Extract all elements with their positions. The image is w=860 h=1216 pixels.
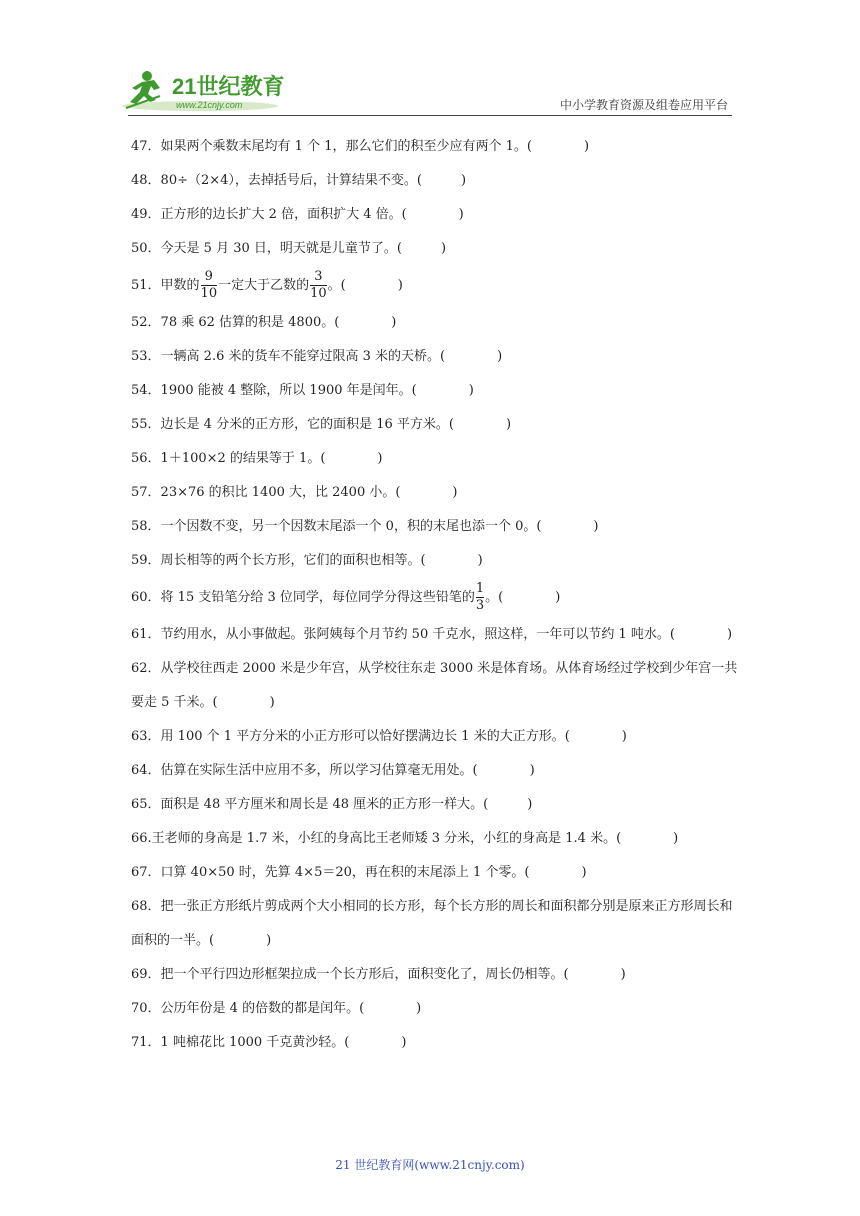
question-51-pre: 51．甲数的 bbox=[131, 278, 200, 293]
question-63: 63．用 100 个 1 平方分米的小正方形可以恰好摆满边长 1 米的大正方形。( ) bbox=[131, 729, 627, 744]
question-71: 71．1 吨棉花比 1000 千克黄沙轻。( ) bbox=[131, 1035, 407, 1050]
question-70: 70．公历年份是 4 的倍数的都是闰年。( ) bbox=[131, 1001, 422, 1016]
question-56: 56．1＋100×2 的结果等于 1。( ) bbox=[131, 451, 383, 466]
question-60-post: 。( ) bbox=[485, 590, 561, 605]
question-62: 62．从学校往西走 2000 米是少年宫，从学校往东走 3000 米是体育场。从体育场经过学校到少年宫一共要走 5 千米。( ) bbox=[131, 661, 738, 710]
question-52: 52．78 乘 62 估算的积是 4800。( ) bbox=[131, 315, 397, 330]
svg-text:21世纪教育: 21世纪教育 bbox=[172, 74, 285, 99]
question-51 bbox=[131, 266, 741, 306]
question-65: 65．面积是 48 平方厘米和周长是 48 厘米的正方形一样大。( ) bbox=[131, 797, 533, 812]
logo bbox=[120, 66, 295, 116]
fraction-numerator: 9 bbox=[204, 269, 213, 284]
question-51-mid: 一定大于乙数的 bbox=[218, 278, 310, 293]
question-61: 61．节约用水，从小事做起。张阿姨每个月节约 50 千克水，照这样，一年可以节约 1 吨水。( ) bbox=[131, 627, 733, 642]
fraction-denominator: 10 bbox=[200, 286, 218, 301]
fraction-denominator: 10 bbox=[310, 286, 327, 301]
question-48: 48．80÷（2×4），去掉括号后，计算结果不变。( ) bbox=[131, 173, 467, 188]
header-platform-text: 中小学教育资源及组卷应用平台 bbox=[559, 98, 728, 112]
fraction-denominator: 3 bbox=[475, 598, 485, 613]
svg-text:www.21cnjy.com: www.21cnjy.com bbox=[176, 100, 243, 110]
fraction-numerator: 1 bbox=[475, 581, 485, 596]
question-69: 69．把一个平行四边形框架拉成一个长方形后，面积变化了，周长仍相等。( ) bbox=[131, 967, 626, 982]
page-header bbox=[0, 0, 860, 120]
question-60 bbox=[131, 578, 741, 618]
question-53: 53．一辆高 2.6 米的货车不能穿过限高 3 米的天桥。( ) bbox=[131, 349, 503, 364]
question-55: 55．边长是 4 分米的正方形，它的面积是 16 平方米。( ) bbox=[131, 417, 512, 432]
question-67: 67．口算 40×50 时，先算 4×5＝20，再在积的末尾添上 1 个零。( ) bbox=[131, 865, 587, 880]
question-59: 59．周长相等的两个长方形，它们的面积也相等。( ) bbox=[131, 553, 483, 568]
question-list bbox=[131, 130, 741, 1060]
question-47: 47．如果两个乘数末尾均有 1 个 1，那么它们的积至少应有两个 1。( ) bbox=[131, 139, 590, 154]
fraction-numerator: 3 bbox=[314, 269, 323, 284]
question-68: 68．把一张正方形纸片剪成两个大小相同的长方形，每个长方形的周长和面积都分别是原来正方形周长和面积的一半。( ) bbox=[131, 899, 733, 948]
question-60-pre: 60．将 15 支铅笔分给 3 位同学，每位同学分得这些铅笔的 bbox=[131, 590, 475, 605]
question-66: 66.王老师的身高是 1.7 米，小红的身高比王老师矮 3 分米，小红的身高是 1.4 米。( ) bbox=[131, 831, 679, 846]
question-54: 54．1900 能被 4 整除，所以 1900 年是闰年。( ) bbox=[131, 383, 474, 398]
page-footer: 21 世纪教育网(www.21cnjy.com) bbox=[335, 1158, 525, 1172]
question-50: 50．今天是 5 月 30 日，明天就是儿童节了。( ) bbox=[131, 241, 447, 256]
fraction-three-tenths bbox=[310, 270, 327, 301]
fraction-one-third bbox=[476, 582, 484, 613]
question-57: 57．23×76 的积比 1400 大，比 2400 小。( ) bbox=[131, 485, 458, 500]
question-58: 58．一个因数不变，另一个因数末尾添一个 0，积的末尾也添一个 0。( ) bbox=[131, 519, 599, 534]
question-64: 64．估算在实际生活中应用不多，所以学习估算毫无用处。( ) bbox=[131, 763, 535, 778]
fraction-nine-tenths bbox=[201, 270, 218, 301]
question-51-post: 。( ) bbox=[327, 278, 403, 293]
header-divider bbox=[128, 115, 732, 116]
question-49: 49．正方形的边长扩大 2 倍，面积扩大 4 倍。( ) bbox=[131, 207, 464, 222]
